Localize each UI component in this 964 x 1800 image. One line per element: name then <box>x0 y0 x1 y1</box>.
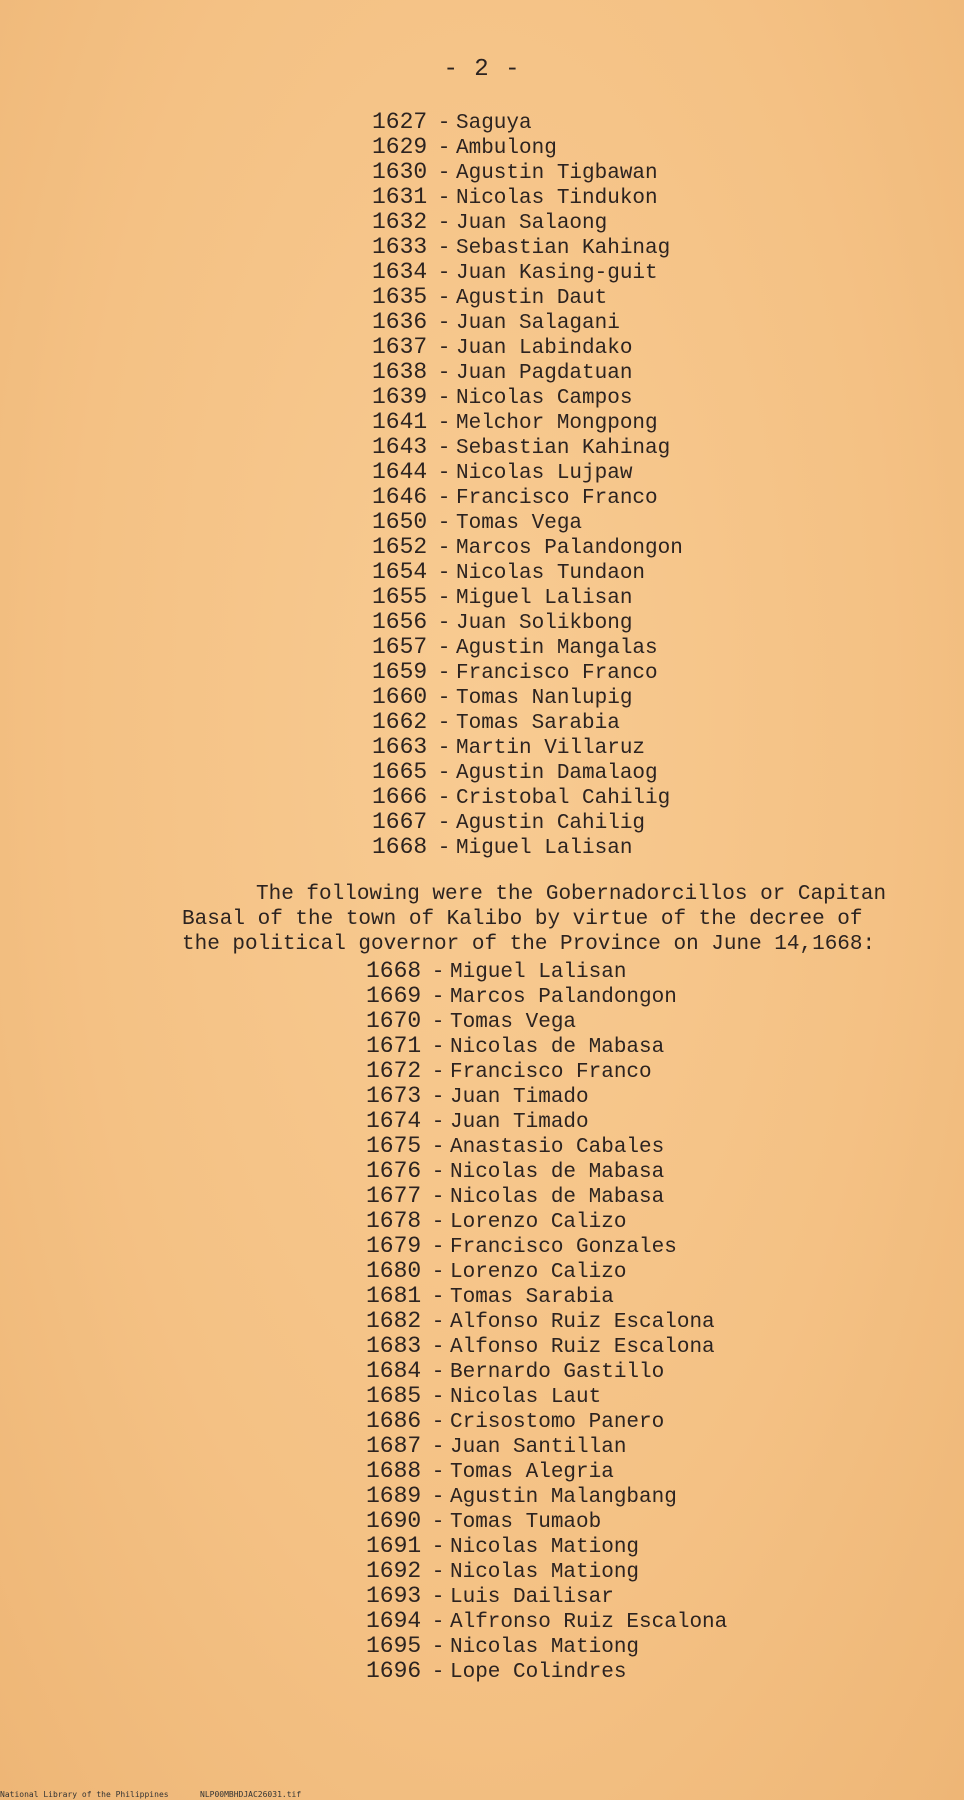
list-item-separator: - <box>431 1461 445 1484</box>
list-item <box>366 1559 727 1584</box>
list-item <box>366 1609 727 1634</box>
list-item-name: Juan Santillan <box>450 1436 627 1459</box>
list-item-separator: - <box>437 312 451 335</box>
list-item-year: 1654 <box>372 559 428 585</box>
list-item-year: 1638 <box>372 359 428 385</box>
gobernadorcillos-list-2 <box>366 959 727 1684</box>
list-item-year: 1655 <box>372 584 428 610</box>
list-item-year: 1690 <box>366 1508 422 1534</box>
list-item <box>366 1359 727 1384</box>
paragraph-line: the political governor of the Province on June 14,1668: <box>182 933 876 956</box>
list-item-separator: - <box>437 662 451 685</box>
list-item-year: 1677 <box>366 1183 422 1209</box>
list-item <box>366 1134 727 1159</box>
list-item-name: Lorenzo Calizo <box>450 1261 627 1284</box>
list-item-year: 1657 <box>372 634 428 660</box>
list-item-year: 1692 <box>366 1558 422 1584</box>
list-item-separator: - <box>437 762 451 785</box>
list-item-separator: - <box>437 212 451 235</box>
list-item-separator: - <box>437 537 451 560</box>
list-item-separator: - <box>431 1061 445 1084</box>
list-item-year: 1682 <box>366 1308 422 1334</box>
list-item-separator: - <box>437 712 451 735</box>
gobernadorcillos-list-1 <box>372 110 683 860</box>
list-item-separator: - <box>431 1536 445 1559</box>
list-item <box>372 485 683 510</box>
list-item <box>366 1409 727 1434</box>
list-item <box>372 110 683 135</box>
list-item-year: 1668 <box>372 834 428 860</box>
list-item-separator: - <box>431 1286 445 1309</box>
list-item-separator: - <box>431 1036 445 1059</box>
list-item <box>366 1659 727 1684</box>
list-item-separator: - <box>431 1161 445 1184</box>
list-item-year: 1630 <box>372 159 428 185</box>
list-item <box>372 685 683 710</box>
list-item <box>372 635 683 660</box>
list-item <box>372 160 683 185</box>
list-item-year: 1639 <box>372 384 428 410</box>
list-item-year: 1667 <box>372 809 428 835</box>
list-item-separator: - <box>431 1586 445 1609</box>
list-item <box>366 1334 727 1359</box>
list-item <box>372 210 683 235</box>
list-item-separator: - <box>437 237 451 260</box>
list-item <box>372 135 683 160</box>
list-item-name: Tomas Sarabia <box>450 1286 614 1309</box>
list-item <box>372 385 683 410</box>
list-item <box>366 1384 727 1409</box>
list-item-year: 1659 <box>372 659 428 685</box>
list-item-separator: - <box>431 1636 445 1659</box>
list-item-year: 1665 <box>372 759 428 785</box>
list-item <box>366 1084 727 1109</box>
list-item-separator: - <box>431 1011 445 1034</box>
list-item-year: 1644 <box>372 459 428 485</box>
list-item-name: Juan Labindako <box>456 337 633 360</box>
list-item-name: Nicolas Tundaon <box>456 562 646 585</box>
list-item-separator: - <box>431 961 445 984</box>
list-item <box>372 660 683 685</box>
list-item-separator: - <box>437 362 451 385</box>
list-item <box>372 335 683 360</box>
list-item <box>372 410 683 435</box>
list-item-separator: - <box>437 162 451 185</box>
list-item-name: Nicolas de Mabasa <box>450 1036 665 1059</box>
list-item-separator: - <box>431 1436 445 1459</box>
list-item-year: 1685 <box>366 1383 422 1409</box>
list-item <box>372 610 683 635</box>
list-item-separator: - <box>437 412 451 435</box>
list-item-name: Lope Colindres <box>450 1661 627 1684</box>
list-item-name: Nicolas Tindukon <box>456 187 658 210</box>
list-item <box>372 460 683 485</box>
list-item-year: 1680 <box>366 1258 422 1284</box>
list-item <box>366 1509 727 1534</box>
list-item-separator: - <box>437 612 451 635</box>
list-item-year: 1634 <box>372 259 428 285</box>
list-item-name: Agustin Tigbawan <box>456 162 658 185</box>
list-item <box>366 1284 727 1309</box>
list-item-name: Agustin Mangalas <box>456 637 658 660</box>
list-item-year: 1669 <box>366 983 422 1009</box>
list-item <box>366 1159 727 1184</box>
list-item-name: Nicolas Lujpaw <box>456 462 633 485</box>
footer-filename: NLP00MBHDJAC26031.tif <box>200 1790 302 1799</box>
list-item-separator: - <box>437 387 451 410</box>
list-item-year: 1650 <box>372 509 428 535</box>
list-item-year: 1671 <box>366 1033 422 1059</box>
list-item-name: Lorenzo Calizo <box>450 1211 627 1234</box>
list-item-year: 1676 <box>366 1158 422 1184</box>
list-item-name: Agustin Damalaog <box>456 762 658 785</box>
list-item <box>366 1484 727 1509</box>
list-item <box>372 585 683 610</box>
list-item-name: Juan Pagdatuan <box>456 362 633 385</box>
list-item-separator: - <box>437 587 451 610</box>
list-item-year: 1627 <box>372 109 428 135</box>
list-item-year: 1675 <box>366 1133 422 1159</box>
list-item-name: Luis Dailisar <box>450 1586 614 1609</box>
list-item-separator: - <box>431 1511 445 1534</box>
list-item-separator: - <box>437 262 451 285</box>
list-item-year: 1660 <box>372 684 428 710</box>
list-item-name: Nicolas Laut <box>450 1386 602 1409</box>
list-item-name: Juan Salagani <box>456 312 620 335</box>
list-item-year: 1672 <box>366 1058 422 1084</box>
list-item <box>372 785 683 810</box>
list-item-separator: - <box>437 812 451 835</box>
list-item <box>372 510 683 535</box>
list-item <box>366 1259 727 1284</box>
list-item-separator: - <box>431 1236 445 1259</box>
list-item-name: Marcos Palandongon <box>456 537 683 560</box>
list-item-name: Francisco Franco <box>456 487 658 510</box>
list-item <box>366 1034 727 1059</box>
list-item <box>366 959 727 984</box>
list-item <box>372 185 683 210</box>
paragraph-line: The following were the Gobernadorcillos or Capitan <box>256 883 887 906</box>
list-item-year: 1689 <box>366 1483 422 1509</box>
list-item-separator: - <box>437 337 451 360</box>
list-item-name: Agustin Cahilig <box>456 812 646 835</box>
list-item <box>366 1534 727 1559</box>
list-item <box>366 1309 727 1334</box>
list-item <box>366 1009 727 1034</box>
list-item-separator: - <box>431 1186 445 1209</box>
list-item-year: 1646 <box>372 484 428 510</box>
list-item-year: 1652 <box>372 534 428 560</box>
list-item-name: Juan Kasing-guit <box>456 262 658 285</box>
list-item-separator: - <box>437 137 451 160</box>
list-item-name: Tomas Vega <box>450 1011 577 1034</box>
list-item-year: 1673 <box>366 1083 422 1109</box>
list-item-separator: - <box>437 462 451 485</box>
list-item-name: Alfonso Ruiz Escalona <box>450 1336 715 1359</box>
list-item-name: Martin Villaruz <box>456 737 646 760</box>
list-item-name: Tomas Sarabia <box>456 712 620 735</box>
list-item-separator: - <box>437 637 451 660</box>
list-item <box>372 535 683 560</box>
list-item <box>372 835 683 860</box>
list-item <box>366 1584 727 1609</box>
list-item-name: Agustin Malangbang <box>450 1486 677 1509</box>
paragraph-line: Basal of the town of Kalibo by virtue of the decree of <box>182 908 863 931</box>
list-item-name: Nicolas Mationg <box>450 1636 640 1659</box>
list-item-name: Juan Timado <box>450 1086 589 1109</box>
list-item-name: Miguel Lalisan <box>450 961 627 984</box>
list-item-name: Juan Solikbong <box>456 612 633 635</box>
list-item <box>372 235 683 260</box>
intro-paragraph <box>182 882 902 957</box>
list-item-year: 1678 <box>366 1208 422 1234</box>
list-item-year: 1691 <box>366 1533 422 1559</box>
list-item-separator: - <box>431 1386 445 1409</box>
list-item-year: 1695 <box>366 1633 422 1659</box>
list-item <box>366 1634 727 1659</box>
list-item-year: 1686 <box>366 1408 422 1434</box>
list-item <box>366 1209 727 1234</box>
list-item-year: 1688 <box>366 1458 422 1484</box>
list-item-year: 1681 <box>366 1283 422 1309</box>
list-item-year: 1696 <box>366 1658 422 1684</box>
list-item-year: 1662 <box>372 709 428 735</box>
list-item <box>372 260 683 285</box>
list-item-separator: - <box>437 512 451 535</box>
scan-footer <box>0 1790 302 1799</box>
list-item-name: Francisco Gonzales <box>450 1236 677 1259</box>
list-item-separator: - <box>431 1211 445 1234</box>
list-item-separator: - <box>431 1561 445 1584</box>
list-item-separator: - <box>437 562 451 585</box>
list-item-name: Juan Timado <box>450 1111 589 1134</box>
list-item-year: 1694 <box>366 1608 422 1634</box>
list-item-separator: - <box>437 837 451 860</box>
list-item-name: Marcos Palandongon <box>450 986 677 1009</box>
footer-library: National Library of the Philippines <box>0 1790 169 1799</box>
list-item-separator: - <box>437 737 451 760</box>
list-item-separator: - <box>431 1361 445 1384</box>
list-item-separator: - <box>431 1661 445 1684</box>
list-item-separator: - <box>431 1411 445 1434</box>
list-item-name: Agustin Daut <box>456 287 608 310</box>
list-item-name: Tomas Alegria <box>450 1461 614 1484</box>
list-item-name: Francisco Franco <box>450 1061 652 1084</box>
list-item-separator: - <box>437 687 451 710</box>
list-item <box>372 710 683 735</box>
list-item-name: Tomas Tumaob <box>450 1511 602 1534</box>
list-item <box>372 310 683 335</box>
list-item-name: Francisco Franco <box>456 662 658 685</box>
list-item-year: 1631 <box>372 184 428 210</box>
list-item-separator: - <box>437 187 451 210</box>
list-item-name: Miguel Lalisan <box>456 837 633 860</box>
list-item-year: 1668 <box>366 958 422 984</box>
list-item-name: Melchor Mongpong <box>456 412 658 435</box>
list-item <box>372 435 683 460</box>
list-item-year: 1635 <box>372 284 428 310</box>
list-item-year: 1663 <box>372 734 428 760</box>
list-item-name: Alfonso Ruiz Escalona <box>450 1311 715 1334</box>
list-item-year: 1674 <box>366 1108 422 1134</box>
list-item <box>366 984 727 1009</box>
list-item-name: Nicolas de Mabasa <box>450 1186 665 1209</box>
list-item-year: 1656 <box>372 609 428 635</box>
list-item-year: 1683 <box>366 1333 422 1359</box>
list-item <box>372 360 683 385</box>
list-item-name: Saguya <box>456 112 532 135</box>
list-item-name: Ambulong <box>456 137 557 160</box>
list-item-separator: - <box>437 487 451 510</box>
list-item-name: Tomas Nanlupig <box>456 687 633 710</box>
list-item-separator: - <box>431 1486 445 1509</box>
list-item-name: Cristobal Cahilig <box>456 787 671 810</box>
list-item-year: 1629 <box>372 134 428 160</box>
list-item-name: Nicolas Campos <box>456 387 633 410</box>
list-item-name: Alfronso Ruiz Escalona <box>450 1611 728 1634</box>
list-item-name: Sebastian Kahinag <box>456 437 671 460</box>
list-item <box>366 1109 727 1134</box>
list-item-name: Crisostomo Panero <box>450 1411 665 1434</box>
list-item-year: 1666 <box>372 784 428 810</box>
list-item-separator: - <box>431 1261 445 1284</box>
list-item-separator: - <box>431 986 445 1009</box>
list-item-separator: - <box>431 1111 445 1134</box>
list-item <box>372 735 683 760</box>
list-item-separator: - <box>431 1086 445 1109</box>
list-item-separator: - <box>437 112 451 135</box>
list-item-separator: - <box>437 787 451 810</box>
list-item <box>366 1459 727 1484</box>
list-item-name: Nicolas Mationg <box>450 1561 640 1584</box>
list-item-separator: - <box>431 1336 445 1359</box>
list-item <box>366 1184 727 1209</box>
list-item-year: 1643 <box>372 434 428 460</box>
list-item-name: Nicolas Mationg <box>450 1536 640 1559</box>
list-item <box>366 1234 727 1259</box>
page-number: - 2 - <box>443 56 521 83</box>
list-item-year: 1693 <box>366 1583 422 1609</box>
list-item-separator: - <box>437 287 451 310</box>
list-item-name: Nicolas de Mabasa <box>450 1161 665 1184</box>
list-item-name: Juan Salaong <box>456 212 608 235</box>
list-item <box>372 760 683 785</box>
list-item-separator: - <box>437 437 451 460</box>
list-item-year: 1679 <box>366 1233 422 1259</box>
list-item <box>372 810 683 835</box>
list-item-name: Sebastian Kahinag <box>456 237 671 260</box>
list-item <box>372 285 683 310</box>
list-item-name: Tomas Vega <box>456 512 583 535</box>
list-item-separator: - <box>431 1611 445 1634</box>
list-item-name: Anastasio Cabales <box>450 1136 665 1159</box>
list-item-separator: - <box>431 1136 445 1159</box>
list-item-year: 1633 <box>372 234 428 260</box>
list-item <box>366 1059 727 1084</box>
list-item <box>366 1434 727 1459</box>
list-item-name: Bernardo Gastillo <box>450 1361 665 1384</box>
list-item-year: 1670 <box>366 1008 422 1034</box>
list-item-year: 1641 <box>372 409 428 435</box>
list-item-year: 1637 <box>372 334 428 360</box>
list-item <box>372 560 683 585</box>
list-item-name: Miguel Lalisan <box>456 587 633 610</box>
list-item-year: 1632 <box>372 209 428 235</box>
list-item-year: 1687 <box>366 1433 422 1459</box>
list-item-year: 1636 <box>372 309 428 335</box>
list-item-year: 1684 <box>366 1358 422 1384</box>
list-item-separator: - <box>431 1311 445 1334</box>
